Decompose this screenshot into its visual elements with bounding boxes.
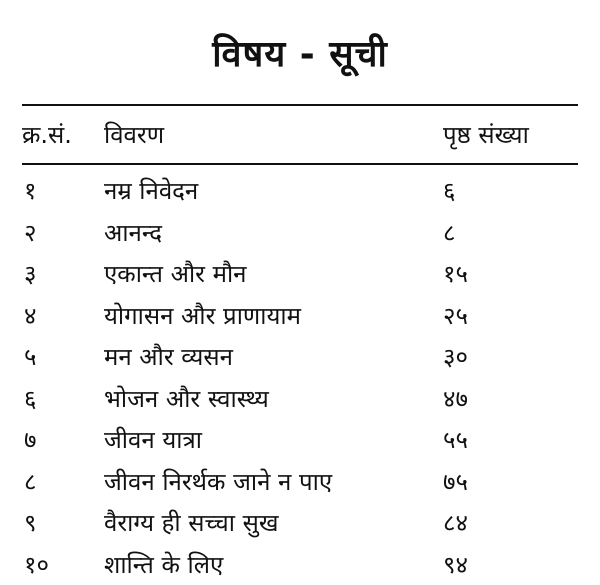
contents-row — [0, 378, 600, 420]
entry-page: ३० — [443, 340, 468, 373]
entry-number: ३ — [24, 257, 36, 290]
entry-description: नम्र निवेदन — [104, 174, 198, 207]
entry-page: २५ — [443, 299, 468, 332]
entry-number: ६ — [24, 382, 36, 415]
contents-row — [0, 295, 600, 337]
page-title: विषय - सूची — [0, 28, 600, 77]
entry-description: शान्ति के लिए — [104, 548, 223, 581]
entry-page: ८ — [443, 216, 455, 249]
contents-row — [0, 544, 600, 585]
entry-page: ९४ — [443, 548, 468, 581]
entry-number: ७ — [24, 423, 36, 456]
contents-row — [0, 212, 600, 254]
entry-page: ८४ — [443, 506, 468, 539]
entry-number: ८ — [24, 465, 36, 498]
entry-page: ४७ — [443, 382, 468, 415]
entry-description: जीवन निरर्थक जाने न पाए — [104, 465, 332, 498]
entry-number: ४ — [24, 299, 36, 332]
entry-description: भोजन और स्वास्थ्य — [104, 382, 269, 415]
entry-description: मन और व्यसन — [104, 340, 233, 373]
contents-list — [0, 170, 600, 585]
header-top-rule — [22, 104, 578, 106]
entry-page: १५ — [443, 257, 468, 290]
contents-row — [0, 461, 600, 503]
header-page: पृष्ठ संख्या — [443, 118, 529, 151]
entry-description: वैराग्य ही सच्चा सुख — [104, 506, 278, 539]
contents-row — [0, 170, 600, 212]
contents-row — [0, 336, 600, 378]
contents-row — [0, 253, 600, 295]
entry-page: ७५ — [443, 465, 468, 498]
header-bottom-rule — [22, 163, 578, 165]
entry-number: ९ — [24, 506, 36, 539]
entry-number: १ — [24, 174, 36, 207]
entry-number: १० — [24, 548, 49, 581]
entry-page: ५५ — [443, 423, 468, 456]
entry-description: आनन्द — [104, 216, 162, 249]
entry-description: योगासन और प्राणायाम — [104, 299, 301, 332]
entry-description: जीवन यात्रा — [104, 423, 202, 456]
contents-row — [0, 502, 600, 544]
entry-page: ६ — [443, 174, 455, 207]
entry-number: ५ — [24, 340, 36, 373]
entry-description: एकान्त और मौन — [104, 257, 247, 290]
contents-row — [0, 419, 600, 461]
entry-number: २ — [24, 216, 36, 249]
header-description: विवरण — [104, 118, 164, 151]
header-serial: क्र.सं. — [22, 118, 72, 151]
